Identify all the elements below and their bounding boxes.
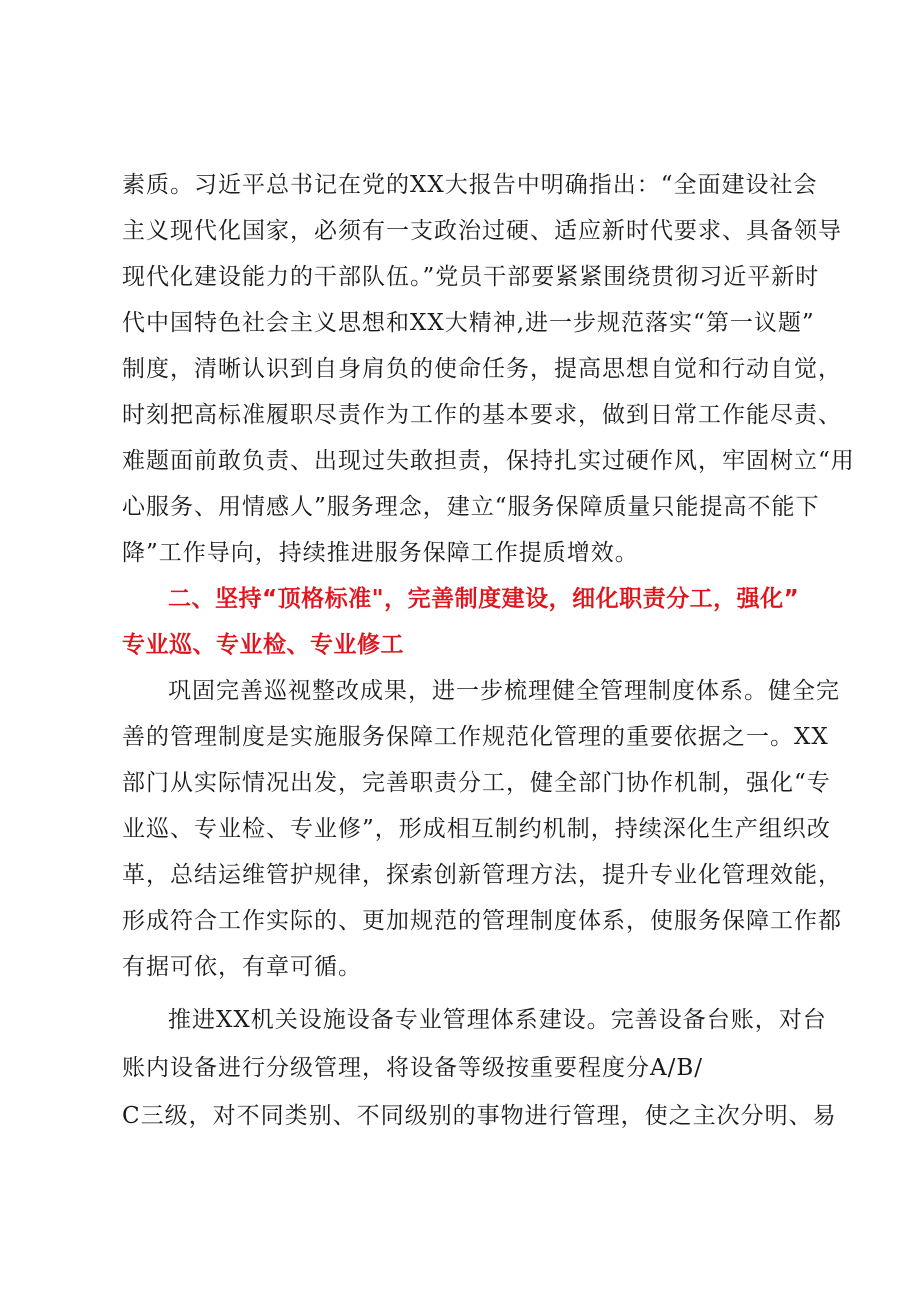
section-heading: 二、坚持“顶格标准"，完善制度建设，细化职责分工，强化” [168, 586, 800, 612]
paragraph-line: 业巡、专业检、专业修”，形成相互制约机制，持续深化生产组织改 [122, 816, 831, 842]
paragraph-line: 难题面前敢负责、出现过失敢担责，保持扎实过硬作风，牢固树立“用 [122, 448, 855, 474]
paragraph-line: 素质。习近平总书记在党的XX大报告中明确指出：“全面建设社会 [122, 172, 818, 198]
paragraph-line: C三级，对不同类别、不同级别的事物进行管理，使之主次分明、易 [122, 1103, 837, 1129]
paragraph-line: 部门从实际情况出发，完善职责分工，健全部门协作机制，强化“专 [122, 770, 831, 796]
paragraph-line: 账内设备进行分级管理，将设备等级按重要程度分A/B/ [122, 1055, 704, 1081]
section-heading-continued: 专业巡、专业检、专业修工 [122, 632, 404, 658]
paragraph-line: 心服务、用情感人”服务理念，建立“服务保障质量只能提高不能下 [122, 494, 820, 520]
paragraph-line: 主义现代化国家，必须有一支政治过硬、适应新时代要求、具备领导 [122, 218, 842, 244]
paragraph-line: 代中国特色社会主义思想和XX大精神,进一步规范落实“第一议题” [122, 310, 815, 336]
paragraph-line: 形成符合工作实际的、更加规范的管理制度体系，使服务保障工作都 [122, 908, 842, 934]
paragraph-line: 巩固完善巡视整改成果，进一步梳理健全管理制度体系。健全完 [168, 678, 840, 704]
paragraph-line: 制度，清晰认识到自身肩负的使命任务，提高思想自觉和行动自觉， [122, 356, 842, 382]
paragraph-line: 善的管理制度是实施服务保障工作规范化管理的重要依据之一。XX [122, 724, 829, 750]
paragraph-line: 革，总结运维管护规律，探索创新管理方法，提升专业化管理效能， [122, 862, 842, 888]
paragraph-line: 有据可依，有章可循。 [122, 954, 362, 980]
paragraph-line: 时刻把高标准履职尽责作为工作的基本要求，做到日常工作能尽责、 [122, 402, 842, 428]
paragraph-line: 现代化建设能力的干部队伍。”党员干部要紧紧围绕贯彻习近平新时 [122, 264, 820, 290]
paragraph-line: 推进XX机关设施设备专业管理体系建设。完善设备台账，对台 [168, 1007, 827, 1033]
paragraph-line: 降”工作导向，持续推进服务保障工作提质增效。 [122, 540, 639, 566]
